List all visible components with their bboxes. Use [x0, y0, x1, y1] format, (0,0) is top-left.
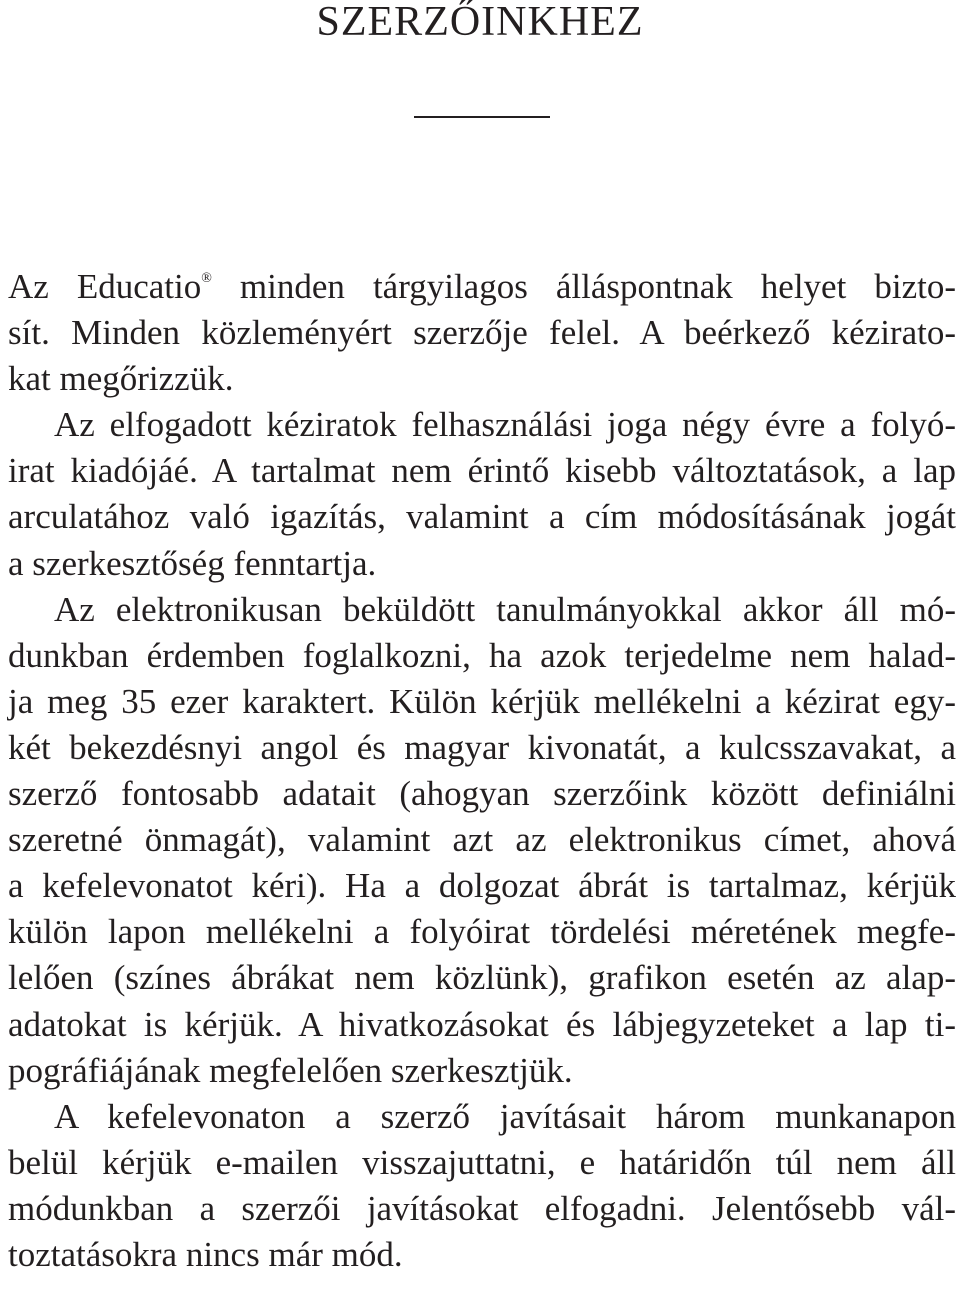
- text-line: sít. Minden közleményért szerzője felel. A beérkező kézirato-: [8, 313, 956, 353]
- text-line: a kefelevonatot kéri). Ha a dolgozat ábrát is tartalmaz, kérjük: [8, 866, 956, 906]
- text-line: A kefelevonaton a szerző javításait három munkanapon: [54, 1096, 956, 1136]
- text-line: szerző fontosabb adatait (ahogyan szerzőink között definiálni: [8, 774, 956, 814]
- text-line: pográfiájának megfelelően szerkesztjük.: [8, 1050, 573, 1090]
- text-line-end: minden tárgyilagos álláspontnak helyet bizto-: [211, 267, 956, 306]
- body-text: [8, 264, 956, 1278]
- text-line: ja meg 35 ezer karaktert. Külön kérjük mellékelni a kézirat egy-: [8, 681, 956, 721]
- text-line: Az elfogadott kéziratok felhasználási joga négy évre a folyó-: [54, 405, 956, 445]
- text-line: szeretné önmagát), valamint azt az elektronikus címet, ahová: [8, 820, 956, 860]
- text-line: külön lapon mellékelni a folyóirat tördelési méretének megfe-: [8, 912, 956, 952]
- registered-mark: ®: [201, 271, 212, 286]
- text-line: [8, 264, 956, 310]
- paragraph-3: [8, 587, 956, 1094]
- text-line: Az elektronikusan beküldött tanulmányokkal akkor áll mó-: [54, 589, 956, 629]
- text-line: két bekezdésnyi angol és magyar kivonatát, a kulcsszavakat, a: [8, 727, 956, 767]
- paragraph-4: [8, 1094, 956, 1278]
- text-line: lelően (színes ábrákat nem közlünk), grafikon esetén az alap-: [8, 958, 956, 998]
- paragraph-1: [8, 264, 956, 402]
- text-line: toztatásokra nincs már mód.: [8, 1234, 403, 1274]
- text-line: irat kiadójáé. A tartalmat nem érintő kisebb változtatások, a lap: [8, 451, 956, 491]
- text-line: módunkban a szerzői javításokat elfogadni. Jelentősebb vál-: [8, 1188, 956, 1228]
- text-line: kat megőrizzük.: [8, 359, 234, 399]
- title-divider: [414, 116, 550, 118]
- text-line: arculatához való igazítás, valamint a cím módosításának jogát: [8, 497, 956, 537]
- text-line: belül kérjük e-mailen visszajuttatni, e határidőn túl nem áll: [8, 1142, 956, 1182]
- paragraph-2: [8, 402, 956, 586]
- text-line: dunkban érdemben foglalkozni, ha azok terjedelme nem halad-: [8, 635, 956, 675]
- text-line: adatokat is kérjük. A hivatkozásokat és lábjegyzeteket a lap ti-: [8, 1004, 956, 1044]
- page-title: SZERZŐINKHEZ: [316, 0, 644, 45]
- text-line-start: Az Educatio: [8, 267, 202, 306]
- text-line: a szerkesztőség fenntartja.: [8, 543, 377, 583]
